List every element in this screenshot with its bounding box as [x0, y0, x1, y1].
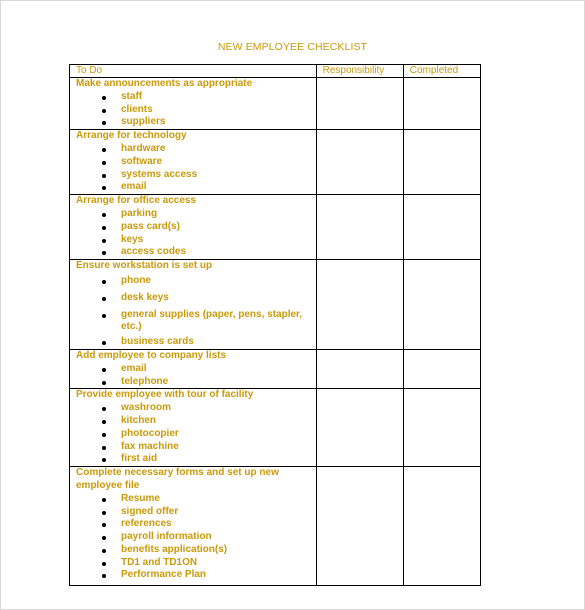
- completed-cell[interactable]: [403, 130, 480, 195]
- task-item-list: [76, 363, 316, 389]
- bullet-icon: [102, 314, 106, 318]
- bullet-icon: [102, 161, 106, 165]
- list-item-text: clients: [121, 103, 153, 115]
- completed-cell[interactable]: [403, 467, 480, 586]
- bullet-icon: [102, 174, 106, 178]
- list-item-text: Performance Plan: [121, 569, 207, 581]
- bullet-icon: [102, 523, 106, 527]
- responsibility-cell[interactable]: [316, 78, 403, 130]
- task-item-list: [76, 208, 316, 259]
- list-item: [76, 246, 316, 259]
- list-item-text: fax machine: [121, 440, 179, 452]
- list-item: [76, 336, 316, 349]
- bullet-icon: [102, 381, 106, 385]
- bullet-icon: [102, 96, 106, 100]
- completed-cell[interactable]: [403, 349, 480, 388]
- responsibility-cell[interactable]: [316, 195, 403, 260]
- bullet-icon: [102, 297, 106, 301]
- task-title: Provide employee with tour of facility: [76, 389, 254, 401]
- table-row: [70, 467, 481, 586]
- list-item: [76, 156, 316, 169]
- task-cell: [70, 467, 317, 586]
- list-item: [76, 234, 316, 247]
- list-item: [76, 116, 316, 129]
- table-row: [70, 349, 481, 388]
- table-row: [70, 260, 481, 350]
- table-row: [70, 195, 481, 260]
- list-item-text: staff: [121, 90, 143, 102]
- completed-cell[interactable]: [403, 78, 480, 130]
- responsibility-cell[interactable]: [316, 389, 403, 467]
- list-item-text: TD1 and TD1ON: [121, 556, 198, 568]
- checklist-table: [69, 64, 481, 586]
- task-cell: [70, 195, 317, 260]
- list-item-text: Resume: [121, 492, 160, 504]
- list-item: [76, 428, 316, 441]
- bullet-icon: [102, 226, 106, 230]
- header-row: [70, 65, 481, 78]
- list-item-text: benefits application(s): [121, 543, 228, 555]
- list-item: [76, 544, 316, 557]
- responsibility-cell[interactable]: [316, 130, 403, 195]
- list-item: [76, 307, 316, 337]
- list-item: [76, 143, 316, 156]
- task-item-list: [76, 402, 316, 466]
- list-item-text: first aid: [121, 453, 158, 465]
- completed-cell[interactable]: [403, 195, 480, 260]
- task-cell: [70, 130, 317, 195]
- bullet-icon: [102, 251, 106, 255]
- list-item: [76, 518, 316, 531]
- list-item: [76, 208, 316, 221]
- task-cell: [70, 260, 317, 350]
- task-title: Arrange for office access: [76, 195, 197, 207]
- bullet-icon: [102, 239, 106, 243]
- list-item-text: parking: [121, 207, 158, 219]
- bullet-icon: [102, 109, 106, 113]
- document-title: NEW EMPLOYEE CHECKLIST: [217, 41, 368, 53]
- responsibility-cell[interactable]: [316, 260, 403, 350]
- bullet-icon: [102, 213, 106, 217]
- bullet-icon: [102, 458, 106, 462]
- list-item: [76, 569, 316, 582]
- task-item-list: [76, 273, 316, 349]
- column-header-todo: To Do: [70, 65, 317, 78]
- bullet-icon: [102, 511, 106, 515]
- list-item: [76, 104, 316, 117]
- task-cell: [70, 78, 317, 130]
- list-item-text: phone: [121, 274, 151, 286]
- task-title: Complete necessary forms and set up new employee file: [76, 467, 279, 491]
- list-item-text: email: [121, 181, 147, 193]
- task-title: Make announcements as appropriate: [76, 78, 253, 89]
- task-cell: [70, 349, 317, 388]
- list-item: [76, 441, 316, 454]
- bullet-icon: [102, 368, 106, 372]
- task-title: Ensure workstation is set up: [76, 260, 213, 272]
- table-row: [70, 78, 481, 130]
- list-item: [76, 453, 316, 466]
- list-item: [76, 531, 316, 544]
- column-header-completed: Completed: [403, 65, 480, 78]
- list-item-text: hardware: [121, 142, 166, 154]
- list-item-text: suppliers: [121, 116, 166, 128]
- list-item: [76, 181, 316, 194]
- completed-cell[interactable]: [403, 389, 480, 467]
- list-item-text: access codes: [121, 246, 187, 258]
- list-item-text: washroom: [121, 402, 172, 414]
- list-item-text: references: [121, 518, 172, 530]
- column-header-responsibility: Responsibility: [316, 65, 403, 78]
- table-row: [70, 130, 481, 195]
- responsibility-cell[interactable]: [316, 349, 403, 388]
- bullet-icon: [102, 433, 106, 437]
- list-item-text: payroll information: [121, 531, 212, 543]
- bullet-icon: [102, 420, 106, 424]
- list-item: [76, 273, 316, 290]
- task-item-list: [76, 143, 316, 194]
- bullet-icon: [102, 498, 106, 502]
- list-item: [76, 91, 316, 104]
- bullet-icon: [102, 121, 106, 125]
- task-item-list: [76, 493, 316, 583]
- list-item: [76, 557, 316, 570]
- bullet-icon: [102, 148, 106, 152]
- task-title: Arrange for technology: [76, 130, 187, 142]
- list-item: [76, 290, 316, 307]
- completed-cell[interactable]: [403, 260, 480, 350]
- task-item-list: [76, 91, 316, 129]
- list-item-text: software: [121, 155, 163, 167]
- bullet-icon: [102, 549, 106, 553]
- list-item-text: desk keys: [121, 291, 169, 303]
- list-item: [76, 402, 316, 415]
- bullet-icon: [102, 536, 106, 540]
- list-item-text: pass card(s): [121, 220, 180, 232]
- bullet-icon: [102, 341, 106, 345]
- responsibility-cell[interactable]: [316, 467, 403, 586]
- list-item: [76, 493, 316, 506]
- bullet-icon: [102, 186, 106, 190]
- list-item: [76, 363, 316, 376]
- task-title: Add employee to company lists: [76, 349, 227, 361]
- list-item-text: business cards: [121, 336, 194, 348]
- list-item: [76, 415, 316, 428]
- list-item-text: systems access: [121, 168, 198, 180]
- task-cell: [70, 389, 317, 467]
- table-row: [70, 389, 481, 467]
- bullet-icon: [102, 407, 106, 411]
- list-item-text: kitchen: [121, 414, 157, 426]
- list-item: [76, 376, 316, 389]
- list-item: [76, 506, 316, 519]
- list-item-text: telephone: [121, 375, 169, 387]
- list-item: [76, 221, 316, 234]
- list-item-text: photocopier: [121, 427, 179, 439]
- bullet-icon: [102, 446, 106, 450]
- bullet-icon: [102, 562, 106, 566]
- list-item-text: keys: [121, 233, 144, 245]
- list-item: [76, 169, 316, 182]
- bullet-icon: [102, 574, 106, 578]
- list-item-text: general supplies (paper, pens, stapler, etc.): [121, 308, 303, 333]
- list-item-text: signed offer: [121, 505, 179, 517]
- list-item-text: email: [121, 362, 147, 374]
- bullet-icon: [102, 280, 106, 284]
